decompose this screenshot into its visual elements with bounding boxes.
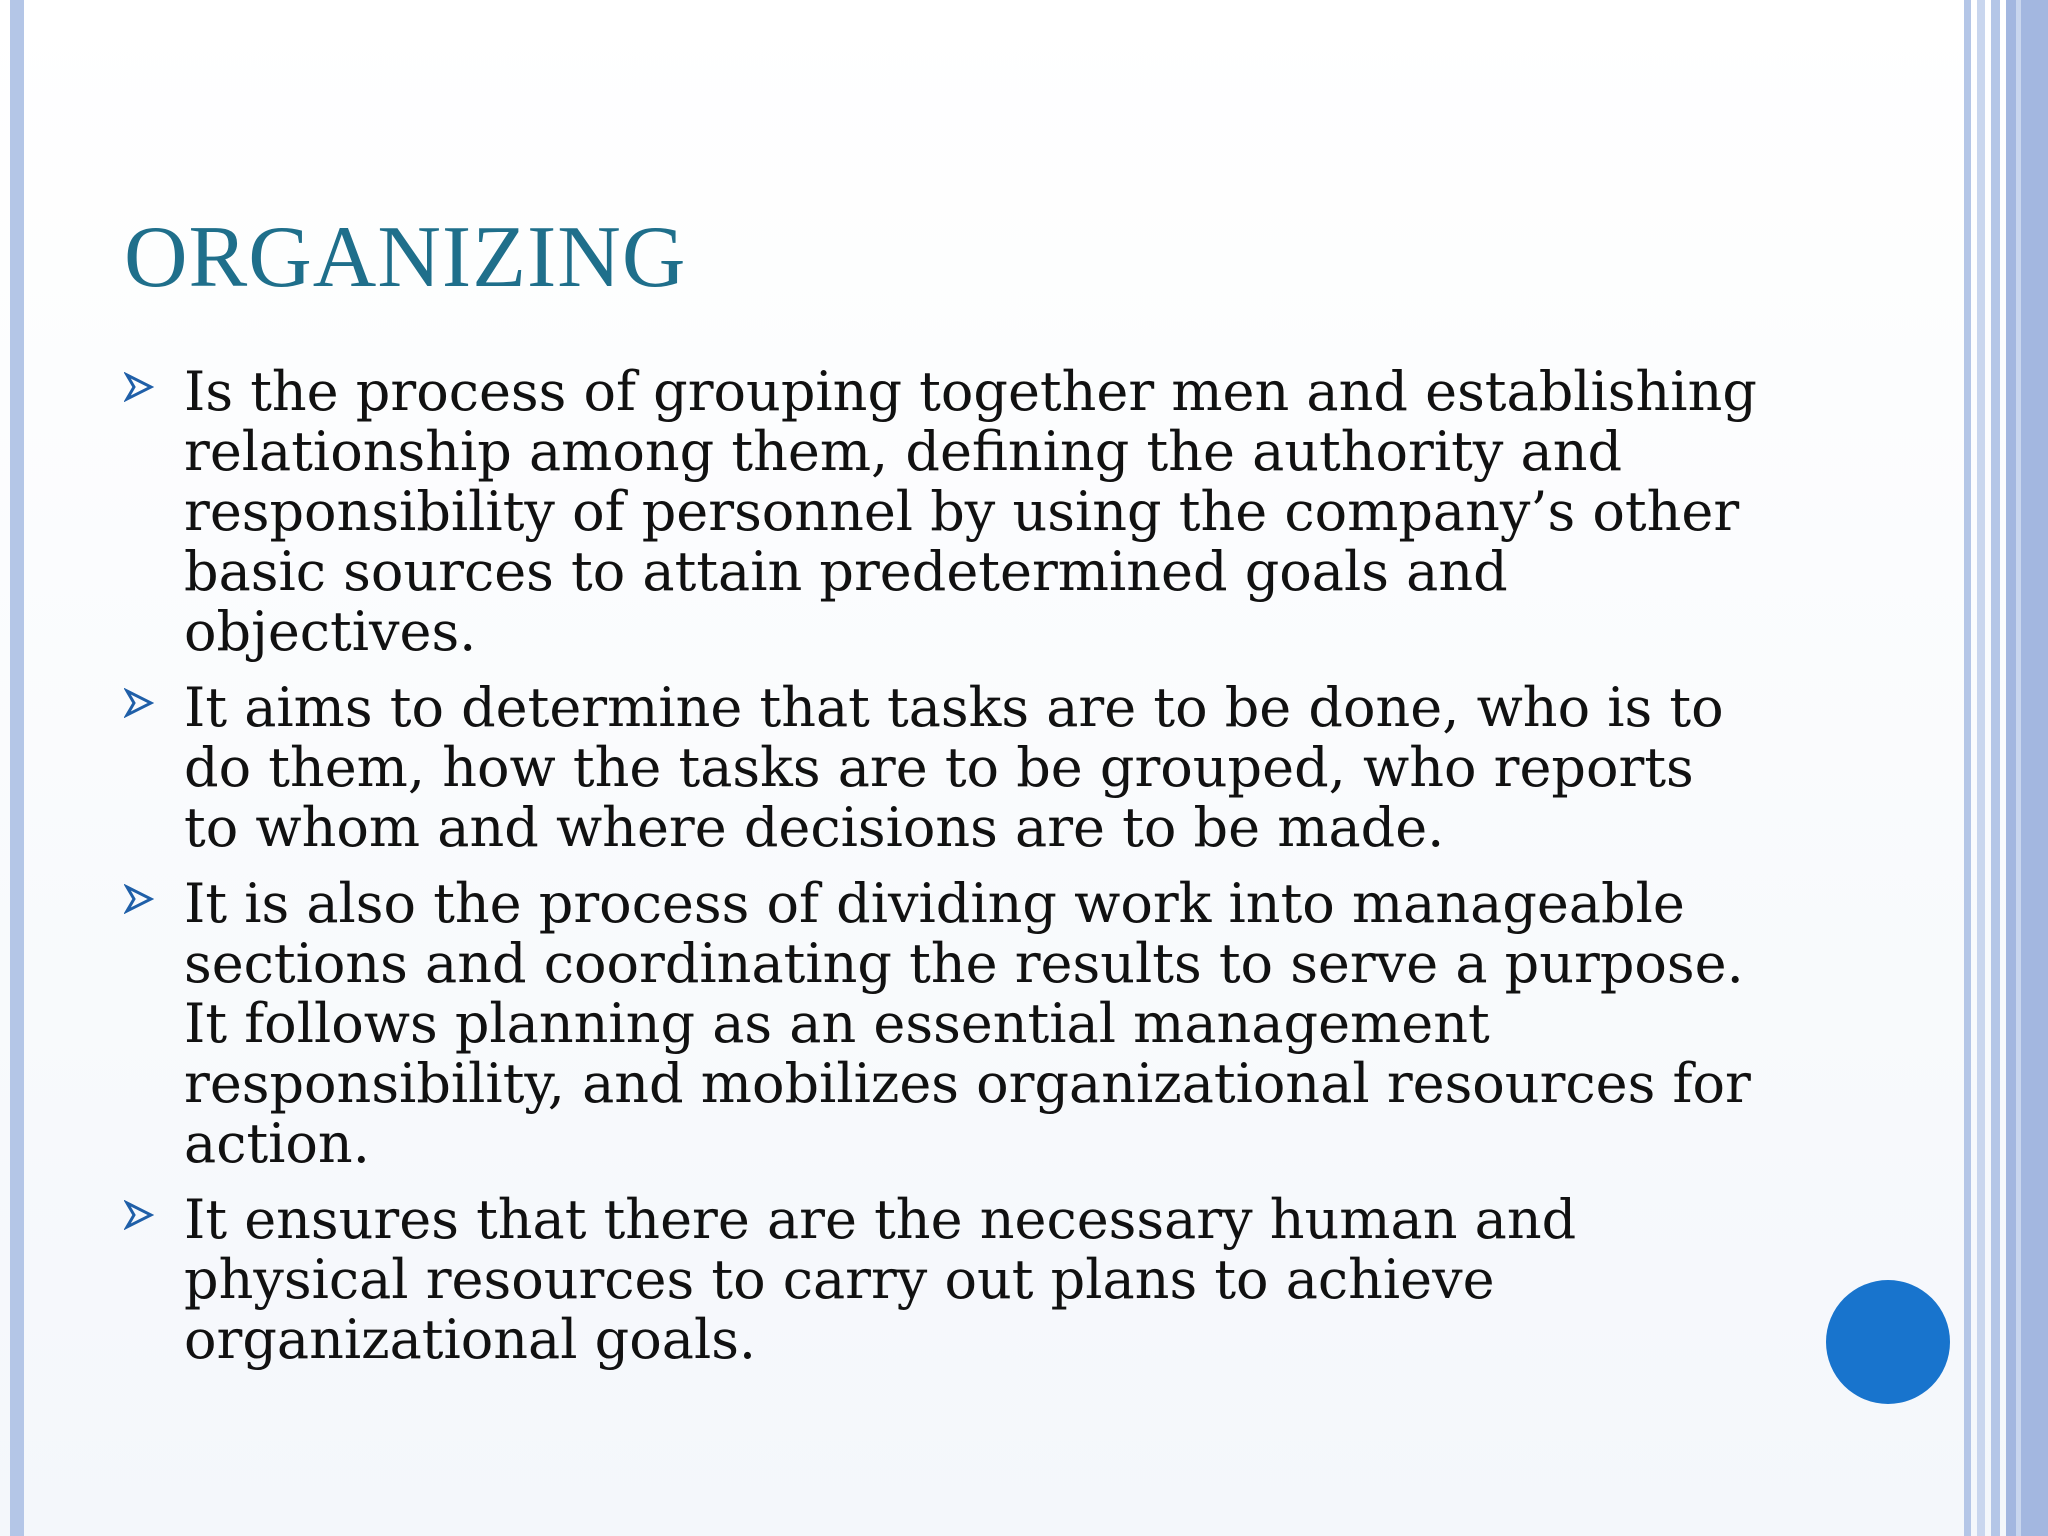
right-stripe [1964, 0, 1971, 1536]
arrow-bullet-icon [124, 884, 154, 914]
right-stripe [1991, 0, 2000, 1536]
bullet-text: It aims to determine that tasks are to be done, who is to do them, how the tasks are to be grouped, who reports to whom and where decisions are to be made. [184, 676, 1724, 859]
slide-title: ORGANIZING [124, 209, 687, 306]
bullet-text: It ensures that there are the necessary human and physical resources to carry out plans to achieve organizational goals. [184, 1188, 1577, 1371]
right-stripe [2006, 0, 2048, 1536]
right-stripe [1977, 0, 1985, 1536]
bullet-text: Is the process of grouping together men and establishing relationship among them, defining the authority and responsibility of personnel by using the company’s other basic sources to attain predetermined goals and objectives. [184, 360, 1757, 663]
bullet-list [124, 362, 1764, 1386]
arrow-bullet-icon [124, 1200, 154, 1230]
bullet-item [124, 874, 1764, 1174]
right-border-bars [1964, 0, 2048, 1536]
bullet-item [124, 1190, 1764, 1370]
left-border-bar [10, 0, 24, 1536]
bullet-text: It is also the process of dividing work into manageable sections and coordinating the results to serve a purpose. It follows planning as an essential management responsibility, and mobilizes organizational resources for action. [184, 872, 1751, 1175]
arrow-bullet-icon [124, 372, 154, 402]
arrow-bullet-icon [124, 688, 154, 718]
decorative-circle [1826, 1280, 1950, 1404]
bullet-item [124, 362, 1764, 662]
bullet-item [124, 678, 1764, 858]
right-stripe [2016, 0, 2021, 1536]
